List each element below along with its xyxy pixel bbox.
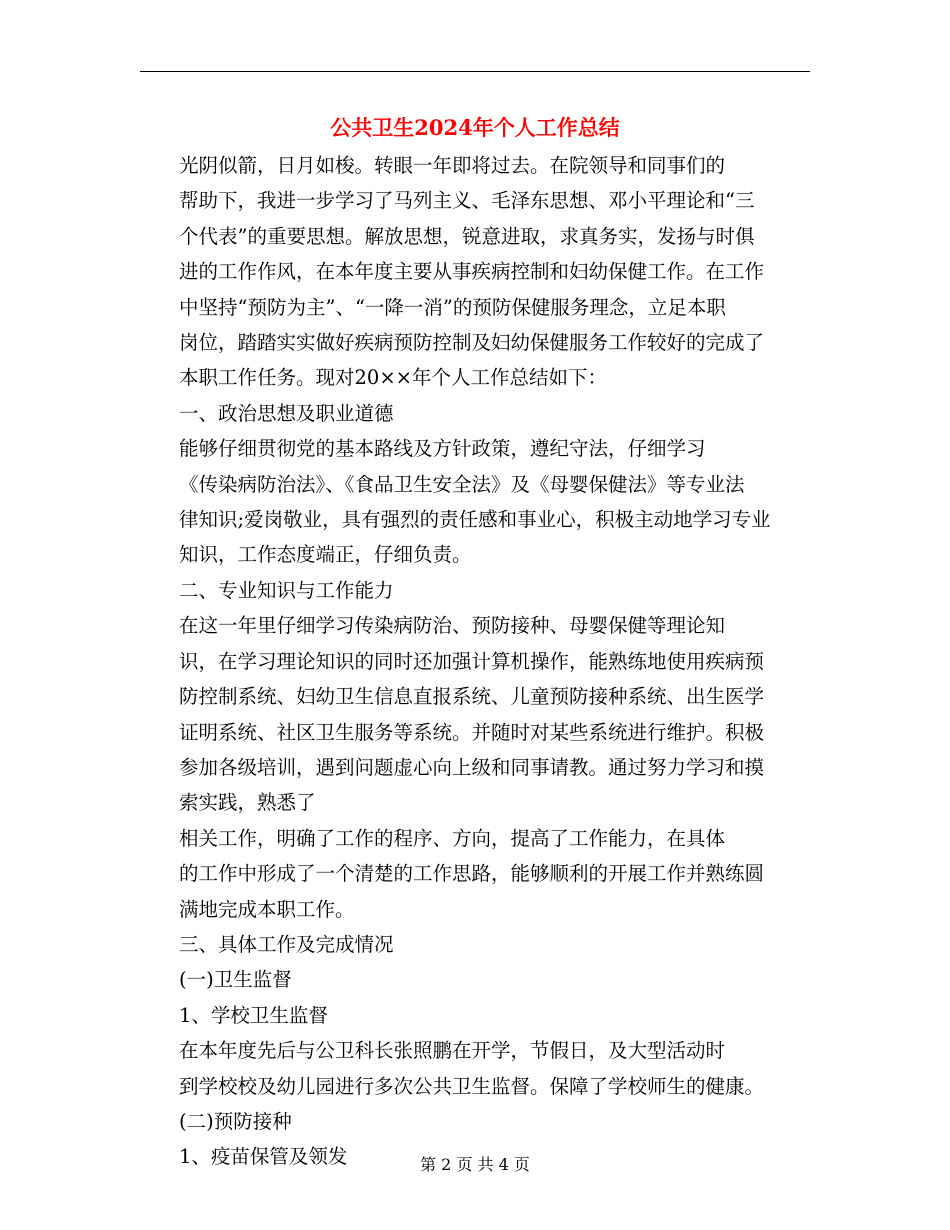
item-heading-school [140, 998, 810, 1033]
section-heading-3 [140, 927, 810, 962]
text-line: (一)卫生监督 [179, 968, 292, 992]
text-line: 到学校校及幼儿园进行多次公共卫生监督。保障了学校师生的健康。 [179, 1074, 765, 1098]
text-line: 1、学校卫生监督 [179, 1003, 328, 1027]
text-line: 一、政治思想及职业道德 [179, 401, 394, 425]
page-number-footer: 第 2 页 共 4 页 [420, 1155, 530, 1174]
text-line: 帮助下，我进一步学习了马列主义、毛泽东思想、邓小平理论和“三 [179, 189, 755, 213]
subsection-heading-vaccination [140, 1104, 810, 1139]
text-line: 能够仔细贯彻党的基本路线及方针政策，遵纪守法，仔细学习 [179, 437, 706, 461]
text-line: 个代表”的重要思想。解放思想，锐意进取，求真务实，发扬与时俱 [179, 224, 755, 248]
text-line: 在这一年里仔细学习传染病防治、预防接种、母婴保健等理论知 [179, 614, 726, 638]
subsection-heading-supervision [140, 962, 810, 997]
text-line: 相关工作，明确了工作的程序、方向，提高了工作能力，在具体 [179, 826, 726, 850]
text-line: 律知识;爱岗敬业，具有强烈的责任感和事业心，积极主动地学习专业 [179, 508, 771, 532]
text-line: (二)预防接种 [179, 1109, 292, 1133]
document-title: 公共卫生2024年个人工作总结 [330, 115, 620, 140]
text-line: 1、疫苗保管及领发 [179, 1145, 348, 1169]
section-heading-2 [140, 573, 810, 608]
document-body [140, 148, 810, 1175]
text-line: 三、具体工作及完成情况 [179, 932, 394, 956]
text-line: 在本年度先后与公卫科长张照鹏在开学，节假日，及大型活动时 [179, 1039, 726, 1063]
text-line: 进的工作作风，在本年度主要从事疾病控制和妇幼保健工作。在工作 [179, 260, 765, 284]
text-line: 索实践，熟悉了 [179, 791, 316, 815]
text-line: 防控制系统、妇幼卫生信息直报系统、儿童预防接种系统、出生医学 [179, 685, 765, 709]
text-line: 本职工作任务。现对20××年个人工作总结如下： [179, 366, 607, 390]
paragraph-knowledge [140, 608, 810, 820]
text-line: 满地完成本职工作。 [179, 897, 355, 921]
paragraph-school-supervision [140, 1033, 810, 1104]
text-line: 证明系统、社区卫生服务等系统。并随时对某些系统进行维护。积极 [179, 720, 765, 744]
text-line: 识，在学习理论知识的同时还加强计算机操作，能熟练地使用疾病预 [179, 649, 765, 673]
text-line: 参加各级培训，遇到问题虚心向上级和同事请教。通过努力学习和摸 [179, 755, 765, 779]
text-line: 岗位，踏踏实实做好疾病预防控制及妇幼保健服务工作较好的完成了 [179, 331, 765, 355]
text-line: 《传染病防治法》、《食品卫生安全法》及《母婴保健法》等专业法 [179, 472, 745, 496]
text-line: 光阴似箭，日月如梭。转眼一年即将过去。在院领导和同事们的 [179, 154, 726, 177]
text-line: 中坚持“预防为主”、“一降一消”的预防保健服务理念，立足本职 [179, 295, 726, 319]
paragraph-politics [140, 431, 810, 573]
paragraph-intro [140, 148, 810, 396]
text-line: 的工作中形成了一个清楚的工作思路，能够顺利的开展工作并熟练圆 [179, 862, 765, 886]
section-heading-1 [140, 396, 810, 431]
text-line: 二、专业知识与工作能力 [179, 578, 394, 602]
header-rule [140, 71, 810, 72]
paragraph-ability [140, 821, 810, 927]
text-line: 知识，工作态度端正，仔细负责。 [179, 543, 472, 567]
